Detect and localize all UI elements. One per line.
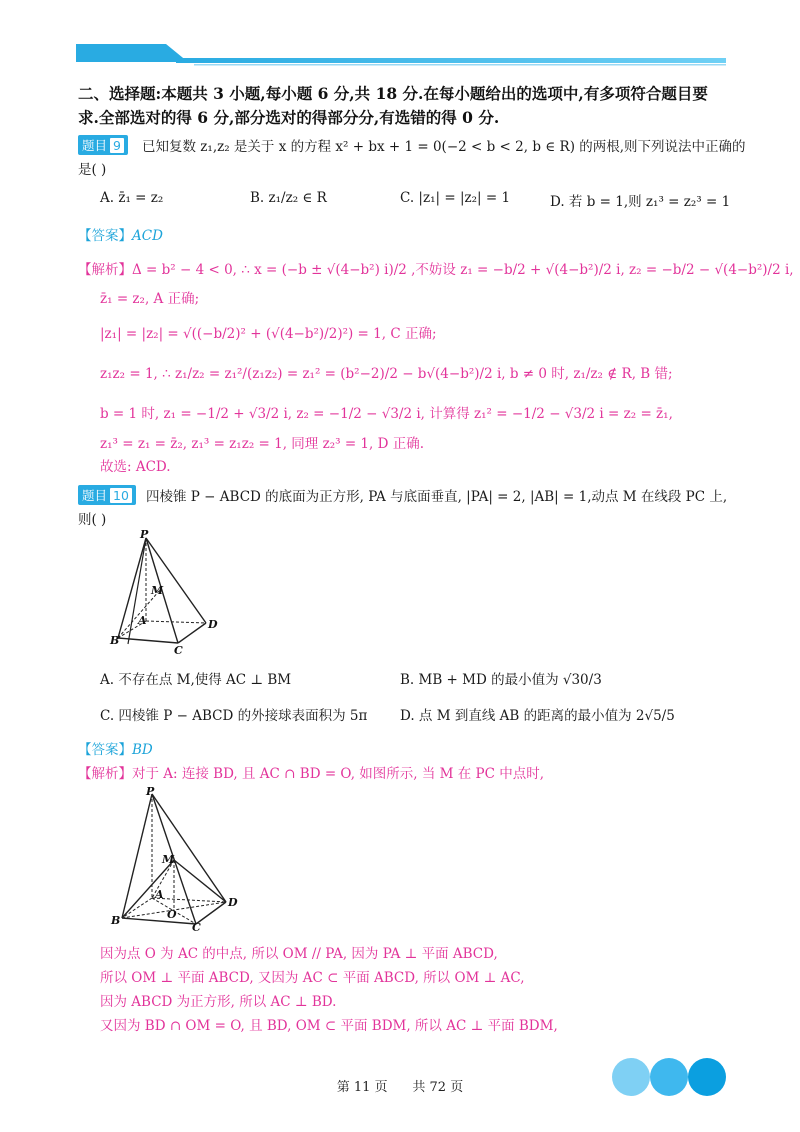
decor-dot-2 <box>650 1058 688 1096</box>
q10-analysis-3: 因为 ABCD 为正方形, 所以 AC ⊥ BD. <box>100 994 337 1010</box>
pyramid-figure <box>108 528 228 654</box>
q10-option-a: A. 不存在点 M,使得 AC ⊥ BM <box>100 672 292 688</box>
pyramid-figure-with-o <box>108 786 243 931</box>
fig2-label-m: M <box>162 853 175 866</box>
q10-analysis-2: 所以 OM ⊥ 平面 ABCD, 又因为 AC ⊂ 平面 ABCD, 所以 OM ⊥ AC, <box>100 970 525 986</box>
q10-analysis-1: 因为点 O 为 AC 的中点, 所以 OM // PA, 因为 PA ⊥ 平面 ABCD, <box>100 946 498 962</box>
q9-stem: 已知复数 z₁,z₂ 是关于 x 的方程 x² + bx + 1 = 0(−2 < b < 2, b ∈ R) 的两根,则下列说法中正确的 <box>142 139 746 155</box>
q10-option-b: B. MB + MD 的最小值为 √30/3 <box>400 672 602 688</box>
fig1-label-m: M <box>151 584 164 597</box>
page-number: 第 11 页 <box>336 1080 388 1095</box>
decor-dot-3 <box>688 1058 726 1096</box>
fig2-label-d: D <box>228 896 238 909</box>
fig2-label-a: A <box>155 888 164 901</box>
fig2-label-b: B <box>111 914 121 927</box>
fig2-label-o: O <box>167 908 177 921</box>
fig1-label-a: A <box>138 614 147 627</box>
q10-analysis-4: 又因为 BD ∩ OM = O, 且 BD, OM ⊂ 平面 BDM, 所以 AC ⊥ 平面 BDM, <box>100 1018 558 1034</box>
question-tag: 题目 10 <box>78 485 136 505</box>
fig1-label-b: B <box>110 634 120 647</box>
question-tag: 题目 9 <box>78 135 128 155</box>
q9-analysis-6: z₁³ = z₁ = z̄₂, z₁³ = z₁z₂ = 1, 同理 z₂³ = 1, D 正确. <box>100 436 424 452</box>
fig1-label-c: C <box>174 644 183 654</box>
q10-stem: 四棱锥 P − ABCD 的底面为正方形, PA 与底面垂直, |PA| = 2, |AB| = 1,动点 M 在线段 PC 上, <box>146 489 728 505</box>
q10-option-d: D. 点 M 到直线 AB 的距离的最小值为 2√5/5 <box>400 708 675 724</box>
q9-analysis-4: z₁z₂ = 1, ∴ z₁/z₂ = z₁²/(z₁z₂) = z₁² = (b²−2)/2 − b√(4−b²)/2 i, b ≠ 0 时, z₁/z₂ ∉ R, B 错; <box>100 366 673 382</box>
q10-analysis-intro: 【解析】对于 A: 连接 BD, 且 AC ∩ BD = O, 如图所示, 当 M 在 PC 中点时, <box>78 766 545 782</box>
q9-analysis-1: 【解析】Δ = b² − 4 < 0, ∴ x = (−b ± √(4−b²) i)/2 ,不妨设 z₁ = −b/2 + √(4−b²)/2 i, z₂ = −b/2 − √(4−b²)/2 i, <box>78 262 794 278</box>
q9-option-a: A. z̄₁ = z₂ <box>100 190 164 206</box>
page-total: 共 72 页 <box>412 1080 464 1095</box>
q9-answer: 【答案】ACD <box>78 228 163 244</box>
q9-option-d: D. 若 b = 1,则 z₁³ = z₂³ = 1 <box>550 194 731 210</box>
decor-dot-1 <box>612 1058 650 1096</box>
fig1-label-d: D <box>208 618 218 631</box>
section-header-line2: 求.全部选对的得 6 分,部分选对的得部分分,有选错的得 0 分. <box>78 108 500 127</box>
q9-analysis-3: |z₁| = |z₂| = √((−b/2)² + (√(4−b²)/2)²) = 1, C 正确; <box>100 326 437 342</box>
section-header-line1: 二、选择题:本题共 3 小题,每小题 6 分,共 18 分.在每小题给出的选项中,有多项符合题目要 <box>78 84 708 103</box>
q9-option-b: B. z₁/z₂ ∈ R <box>250 190 327 206</box>
q10-option-c: C. 四棱锥 P − ABCD 的外接球表面积为 5π <box>100 708 368 724</box>
q10-stem-2: 则( ) <box>78 512 107 528</box>
fig1-label-p: P <box>140 528 149 541</box>
q10-answer: 【答案】BD <box>78 742 153 758</box>
fig2-label-p: P <box>146 786 155 798</box>
q9-analysis-5: b = 1 时, z₁ = −1/2 + √3/2 i, z₂ = −1/2 − √3/2 i, 计算得 z₁² = −1/2 − √3/2 i = z₂ = z̄₁, <box>100 406 673 422</box>
fig2-label-c: C <box>192 921 201 931</box>
q9-option-c: C. |z₁| = |z₂| = 1 <box>400 190 511 206</box>
q9-analysis-7: 故选: ACD. <box>100 459 171 475</box>
q9-stem-2: 是( ) <box>78 162 107 178</box>
q9-analysis-2: z̄₁ = z₂, A 正确; <box>100 291 200 307</box>
header-bar <box>76 44 726 68</box>
